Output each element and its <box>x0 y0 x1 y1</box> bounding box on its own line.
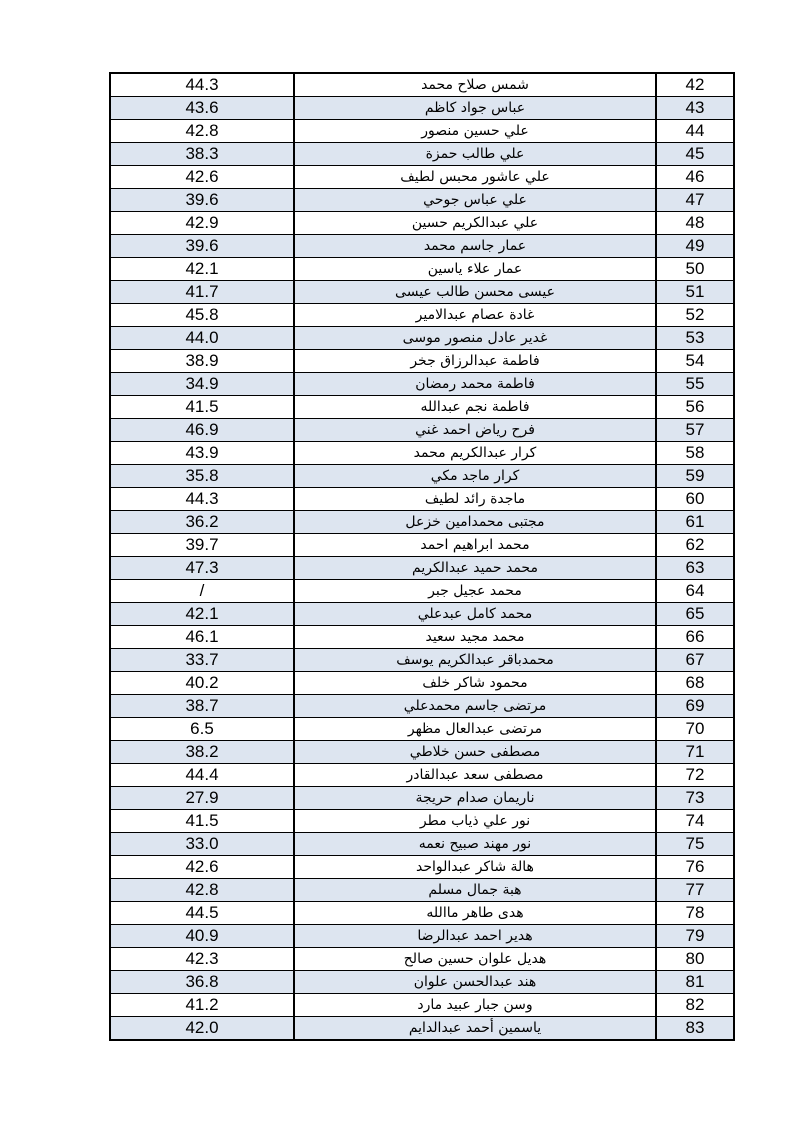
row-number-cell: 76 <box>656 856 734 879</box>
grade-cell: 33.0 <box>110 833 294 856</box>
student-name-cell: ماجدة رائد لطيف <box>294 488 656 511</box>
grade-cell: 40.9 <box>110 925 294 948</box>
student-name-cell: علي حسين منصور <box>294 120 656 143</box>
row-number-cell: 45 <box>656 143 734 166</box>
student-name-cell: شمس صلاح محمد <box>294 73 656 97</box>
grade-cell: 42.8 <box>110 879 294 902</box>
grade-cell: 34.9 <box>110 373 294 396</box>
table-row <box>110 189 734 212</box>
grade-cell: 38.7 <box>110 695 294 718</box>
grade-cell: 42.1 <box>110 258 294 281</box>
student-name-cell: هند عبدالحسن علوان <box>294 971 656 994</box>
table-row <box>110 212 734 235</box>
table-row <box>110 810 734 833</box>
grade-cell: 40.2 <box>110 672 294 695</box>
student-name-cell: هبة جمال مسلم <box>294 879 656 902</box>
row-number-cell: 48 <box>656 212 734 235</box>
table-row <box>110 350 734 373</box>
grade-cell: 6.5 <box>110 718 294 741</box>
row-number-cell: 77 <box>656 879 734 902</box>
row-number-cell: 65 <box>656 603 734 626</box>
grade-cell: 42.3 <box>110 948 294 971</box>
student-name-cell: مجتبى محمدامين خزعل <box>294 511 656 534</box>
student-name-cell: عمار علاء ياسين <box>294 258 656 281</box>
student-name-cell: عيسى محسن طالب عيسى <box>294 281 656 304</box>
grade-cell: 46.9 <box>110 419 294 442</box>
student-name-cell: فاطمة محمد رمضان <box>294 373 656 396</box>
row-number-cell: 70 <box>656 718 734 741</box>
row-number-cell: 43 <box>656 97 734 120</box>
row-number-cell: 64 <box>656 580 734 603</box>
grade-cell: 44.0 <box>110 327 294 350</box>
row-number-cell: 60 <box>656 488 734 511</box>
row-number-cell: 44 <box>656 120 734 143</box>
table-row <box>110 534 734 557</box>
grade-cell: 45.8 <box>110 304 294 327</box>
row-number-cell: 67 <box>656 649 734 672</box>
grade-cell: 43.9 <box>110 442 294 465</box>
table-row <box>110 1017 734 1041</box>
table-row <box>110 488 734 511</box>
student-name-cell: علي عباس جوحي <box>294 189 656 212</box>
student-name-cell: فرح رياض احمد غني <box>294 419 656 442</box>
table-row <box>110 235 734 258</box>
student-name-cell: هالة شاكر عبدالواحد <box>294 856 656 879</box>
student-name-cell: هدير احمد عبدالرضا <box>294 925 656 948</box>
table-row <box>110 580 734 603</box>
table-row <box>110 718 734 741</box>
grade-cell: 44.3 <box>110 488 294 511</box>
table-row <box>110 373 734 396</box>
row-number-cell: 56 <box>656 396 734 419</box>
grade-cell: 47.3 <box>110 557 294 580</box>
student-name-cell: مرتضى عبدالعال مظهر <box>294 718 656 741</box>
grade-cell: 39.7 <box>110 534 294 557</box>
row-number-cell: 63 <box>656 557 734 580</box>
student-name-cell: فاطمة عبدالرزاق جخر <box>294 350 656 373</box>
row-number-cell: 71 <box>656 741 734 764</box>
grade-cell: 44.3 <box>110 73 294 97</box>
row-number-cell: 78 <box>656 902 734 925</box>
grade-cell: 36.8 <box>110 971 294 994</box>
student-name-cell: وسن جبار عبيد مارد <box>294 994 656 1017</box>
grade-cell: 44.5 <box>110 902 294 925</box>
student-name-cell: محمد كامل عبدعلي <box>294 603 656 626</box>
table-row <box>110 902 734 925</box>
row-number-cell: 57 <box>656 419 734 442</box>
student-name-cell: محمد مجيد سعيد <box>294 626 656 649</box>
row-number-cell: 74 <box>656 810 734 833</box>
table-row <box>110 419 734 442</box>
grade-cell: 38.9 <box>110 350 294 373</box>
grade-cell: 41.2 <box>110 994 294 1017</box>
table-row <box>110 327 734 350</box>
grades-table <box>109 72 735 1041</box>
row-number-cell: 66 <box>656 626 734 649</box>
student-name-cell: نور علي ذياب مطر <box>294 810 656 833</box>
row-number-cell: 55 <box>656 373 734 396</box>
table-row <box>110 787 734 810</box>
row-number-cell: 52 <box>656 304 734 327</box>
row-number-cell: 82 <box>656 994 734 1017</box>
table-row <box>110 511 734 534</box>
student-name-cell: كرار عبدالكريم محمد <box>294 442 656 465</box>
row-number-cell: 50 <box>656 258 734 281</box>
table-row <box>110 971 734 994</box>
row-number-cell: 72 <box>656 764 734 787</box>
student-name-cell: محمدباقر عبدالكريم يوسف <box>294 649 656 672</box>
table-row <box>110 304 734 327</box>
table-row <box>110 143 734 166</box>
student-name-cell: محمد عجيل جبر <box>294 580 656 603</box>
table-row <box>110 833 734 856</box>
row-number-cell: 69 <box>656 695 734 718</box>
grade-cell: / <box>110 580 294 603</box>
table-row <box>110 442 734 465</box>
grade-cell: 41.5 <box>110 396 294 419</box>
student-name-cell: علي عاشور محبس لطيف <box>294 166 656 189</box>
student-name-cell: عمار جاسم محمد <box>294 235 656 258</box>
grades-table-body <box>110 73 734 1040</box>
row-number-cell: 47 <box>656 189 734 212</box>
table-row <box>110 741 734 764</box>
grade-cell: 42.6 <box>110 856 294 879</box>
table-row <box>110 166 734 189</box>
table-row <box>110 672 734 695</box>
row-number-cell: 61 <box>656 511 734 534</box>
student-name-cell: مرتضى جاسم محمدعلي <box>294 695 656 718</box>
grade-cell: 41.7 <box>110 281 294 304</box>
row-number-cell: 51 <box>656 281 734 304</box>
student-name-cell: هدى طاهر ماالله <box>294 902 656 925</box>
row-number-cell: 62 <box>656 534 734 557</box>
table-row <box>110 948 734 971</box>
table-row <box>110 649 734 672</box>
student-name-cell: كرار ماجد مكي <box>294 465 656 488</box>
grade-cell: 46.1 <box>110 626 294 649</box>
student-name-cell: مصطفى حسن خلاطي <box>294 741 656 764</box>
table-row <box>110 465 734 488</box>
student-name-cell: ياسمين أحمد عبدالدايم <box>294 1017 656 1041</box>
student-name-cell: غدير عادل منصور موسى <box>294 327 656 350</box>
student-name-cell: محمد ابراهيم احمد <box>294 534 656 557</box>
student-name-cell: محمود شاكر خلف <box>294 672 656 695</box>
student-name-cell: فاطمة نجم عبدالله <box>294 396 656 419</box>
row-number-cell: 53 <box>656 327 734 350</box>
table-row <box>110 994 734 1017</box>
grade-cell: 42.6 <box>110 166 294 189</box>
grade-cell: 39.6 <box>110 189 294 212</box>
row-number-cell: 73 <box>656 787 734 810</box>
student-name-cell: علي عبدالكريم حسين <box>294 212 656 235</box>
grade-cell: 44.4 <box>110 764 294 787</box>
table-row <box>110 97 734 120</box>
student-name-cell: نور مهند صبيح نعمه <box>294 833 656 856</box>
student-name-cell: ناريمان صدام حريجة <box>294 787 656 810</box>
grade-cell: 42.0 <box>110 1017 294 1041</box>
table-row <box>110 557 734 580</box>
row-number-cell: 58 <box>656 442 734 465</box>
grade-cell: 41.5 <box>110 810 294 833</box>
row-number-cell: 49 <box>656 235 734 258</box>
table-row <box>110 120 734 143</box>
table-row <box>110 258 734 281</box>
grade-cell: 42.9 <box>110 212 294 235</box>
grade-cell: 35.8 <box>110 465 294 488</box>
row-number-cell: 46 <box>656 166 734 189</box>
grade-cell: 38.3 <box>110 143 294 166</box>
row-number-cell: 83 <box>656 1017 734 1041</box>
grade-cell: 38.2 <box>110 741 294 764</box>
table-row <box>110 73 734 97</box>
grade-cell: 36.2 <box>110 511 294 534</box>
student-name-cell: محمد حميد عبدالكريم <box>294 557 656 580</box>
row-number-cell: 68 <box>656 672 734 695</box>
row-number-cell: 79 <box>656 925 734 948</box>
grade-cell: 33.7 <box>110 649 294 672</box>
grade-cell: 43.6 <box>110 97 294 120</box>
student-name-cell: علي طالب حمزة <box>294 143 656 166</box>
row-number-cell: 75 <box>656 833 734 856</box>
grade-cell: 27.9 <box>110 787 294 810</box>
table-row <box>110 879 734 902</box>
table-row <box>110 396 734 419</box>
table-row <box>110 281 734 304</box>
student-name-cell: هديل علوان حسين صالح <box>294 948 656 971</box>
row-number-cell: 59 <box>656 465 734 488</box>
table-row <box>110 925 734 948</box>
grade-cell: 42.1 <box>110 603 294 626</box>
row-number-cell: 80 <box>656 948 734 971</box>
row-number-cell: 42 <box>656 73 734 97</box>
row-number-cell: 81 <box>656 971 734 994</box>
student-name-cell: غادة عصام عبدالامير <box>294 304 656 327</box>
table-row <box>110 626 734 649</box>
table-row <box>110 856 734 879</box>
grade-cell: 42.8 <box>110 120 294 143</box>
student-name-cell: مصطفى سعد عبدالقادر <box>294 764 656 787</box>
table-row <box>110 764 734 787</box>
row-number-cell: 54 <box>656 350 734 373</box>
grade-cell: 39.6 <box>110 235 294 258</box>
table-row <box>110 695 734 718</box>
student-name-cell: عباس جواد كاظم <box>294 97 656 120</box>
table-row <box>110 603 734 626</box>
